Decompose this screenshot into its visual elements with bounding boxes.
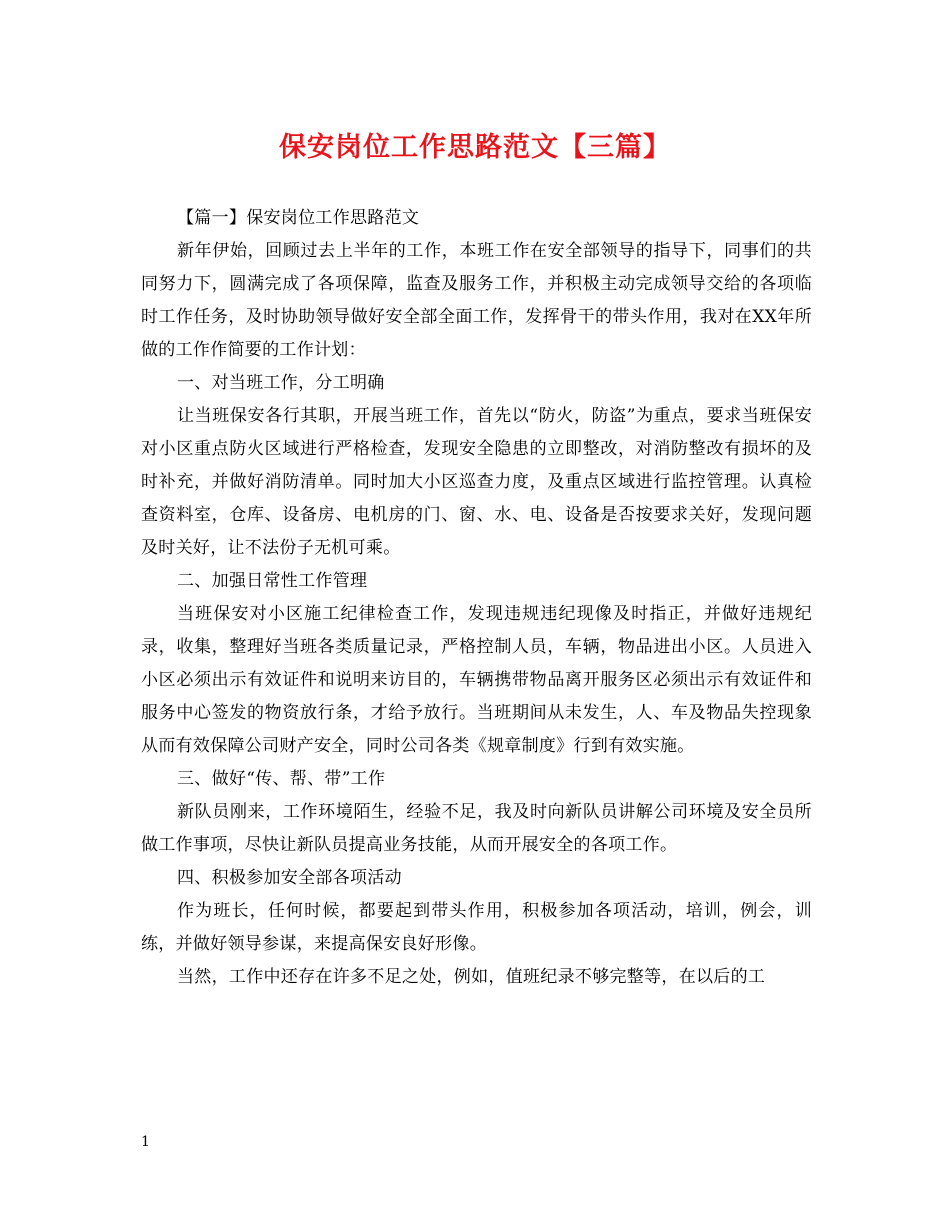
subsection-heading: 一、对当班工作，分工明确 [177,373,385,393]
document-body [141,202,812,994]
paragraph: 新年伊始，回顾过去上半年的工作，本班工作在安全部领导的指导下，同事们的共同努力下，圆满完成了各项保障，监查及服务工作，并积极主动完成领导交给的各项临时工作任务，及时协助领导做好安全部全面工作，发挥骨干的带头作用，我对在XX年所做的工作作简要的工作计划： [141,241,812,360]
paragraph: 当然，工作中还存在许多不足之处，例如，值班纪录不够完整等，在以后的工 [177,967,766,987]
section-heading: 【篇一】保安岗位工作思路范文 [177,208,420,228]
paragraph: 当班保安对小区施工纪律检查工作，发现违规违纪现像及时指正，并做好违规纪录，收集，整理好当班各类质量记录，严格控制人员，车辆，物品进出小区。人员进入小区必须出示有效证件和说明来访目的，车辆携带物品离开服务区必须出示有效证件和服务中心签发的物资放行条，才给予放行。当班期间从未发生，人、车及物品失控现象从而有效保障公司财产安全，同时公司各类《规章制度》行到有效实施。 [141,604,812,756]
document-title: 保安岗位工作思路范文【三篇】 [279,132,671,163]
subsection-heading: 三、做好“传、帮、带”工作 [177,769,386,789]
subsection-heading: 二、加强日常性工作管理 [177,571,368,591]
subsection-heading: 四、积极参加安全部各项活动 [177,868,402,888]
paragraph: 新队员刚来，工作环境陌生，经验不足，我及时向新队员讲解公司环境及安全员所做工作事项，尽快让新队员提高业务技能，从而开展安全的各项工作。 [141,802,812,855]
paragraph: 让当班保安各行其职，开展当班工作，首先以“防火，防盗”为重点，要求当班保安对小区重点防火区域进行严格检查，发现安全隐患的立即整改，对消防整改有损坏的及时补充，并做好消防清单。同时加大小区巡查力度，及重点区域进行监控管理。认真检查资料室，仓库、设备房、电机房的门、窗、水、电、设备是否按要求关好，发现问题及时关好，让不法份子无机可乘。 [141,406,812,558]
page-number: 1 [141,1134,150,1150]
paragraph: 作为班长，任何时候，都要起到带头作用，积极参加各项活动，培训，例会，训练，并做好领导参谋，来提高保安良好形像。 [141,901,812,954]
